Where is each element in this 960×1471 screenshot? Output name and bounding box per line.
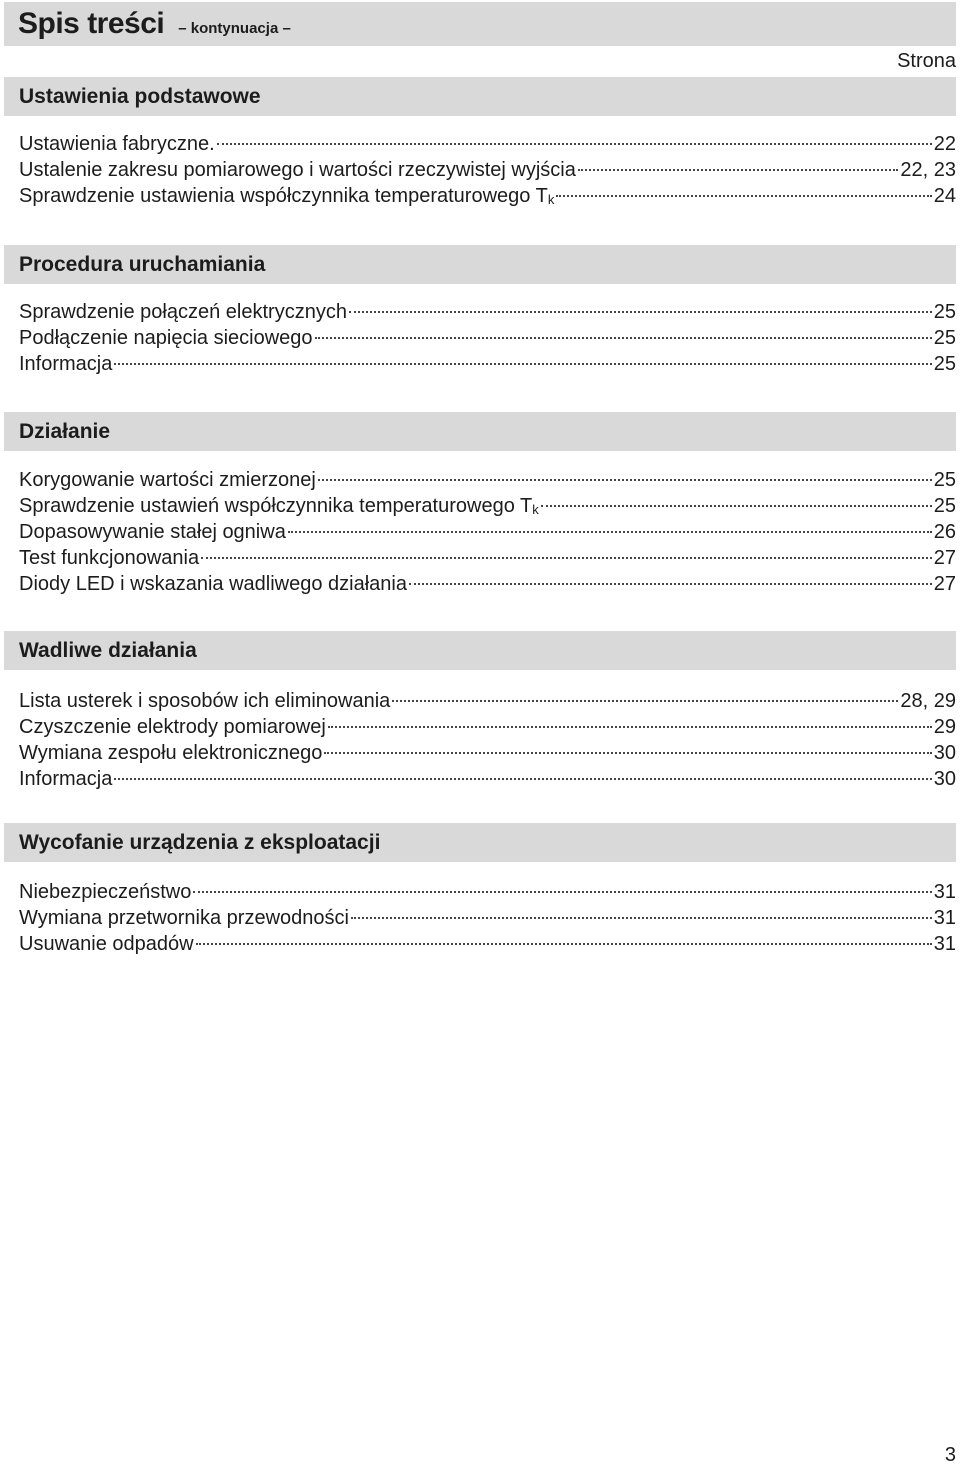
section-entries <box>19 131 956 209</box>
toc-entry-label: Usuwanie odpadów <box>19 933 194 955</box>
toc-entry[interactable] <box>19 905 956 931</box>
toc-entry[interactable] <box>19 740 956 766</box>
dot-leader <box>541 505 932 507</box>
toc-entry[interactable] <box>19 493 956 519</box>
toc-entry-label: Czyszczenie elektrody pomiarowej <box>19 716 326 738</box>
section-heading[interactable]: Działanie <box>4 412 956 451</box>
section-heading[interactable]: Wycofanie urządzenia z eksploatacji <box>4 823 956 862</box>
toc-entry[interactable] <box>19 545 956 571</box>
toc-entry-page: 31 <box>933 881 956 903</box>
toc-entry-page: 29 <box>933 716 956 738</box>
toc-entry[interactable] <box>19 519 956 545</box>
toc-entry-page: 25 <box>933 469 956 491</box>
toc-entry-label: Informacja <box>19 353 113 375</box>
toc-entry[interactable] <box>19 467 956 493</box>
toc-entry[interactable] <box>19 157 956 183</box>
toc-entry-label: Diody LED i wskazania wadliwego działania <box>19 573 407 595</box>
section-heading[interactable]: Wadliwe działania <box>4 631 956 670</box>
toc-entry[interactable] <box>19 571 956 597</box>
toc-entry-page: 25 <box>933 495 956 517</box>
dot-leader <box>201 557 932 559</box>
toc-entry-page: 31 <box>933 907 956 929</box>
toc-entry[interactable] <box>19 131 956 157</box>
toc-entry[interactable] <box>19 714 956 740</box>
toc-entry-page: 27 <box>933 547 956 569</box>
toc-entry[interactable] <box>19 325 956 351</box>
toc-entry-page: 25 <box>933 327 956 349</box>
toc-title-bar <box>4 2 956 46</box>
toc-entry-label: Niebezpieczeństwo <box>19 881 192 903</box>
subscript-k: k <box>547 192 555 207</box>
dot-leader <box>193 891 931 893</box>
dot-leader <box>349 311 932 313</box>
section-heading[interactable]: Procedura uruchamiania <box>4 245 956 284</box>
toc-entry-label: Sprawdzenie ustawienia współczynnika temperaturowego $T_k$ <box>19 185 555 207</box>
page-column-label: Strona <box>897 50 956 72</box>
dot-leader <box>114 778 931 780</box>
page-title: Spis treści <box>18 7 165 40</box>
toc-entry-page: 31 <box>933 933 956 955</box>
dot-leader <box>351 917 932 919</box>
toc-entry[interactable] <box>19 879 956 905</box>
toc-entry-label: Ustalenie zakresu pomiarowego i wartości rzeczywistej wyjścia <box>19 159 576 181</box>
dot-leader <box>315 337 932 339</box>
toc-entry-label: Wymiana zespołu elektronicznego <box>19 742 323 764</box>
dot-leader <box>324 752 931 754</box>
subscript-k: k <box>532 502 539 517</box>
dot-leader <box>409 583 932 585</box>
dot-leader <box>217 143 932 145</box>
toc-entry-page: 30 <box>933 742 956 764</box>
page-subtitle: – kontynuacja – <box>178 19 291 37</box>
dot-leader <box>114 363 931 365</box>
dot-leader <box>196 943 932 945</box>
toc-entry-label: Sprawdzenie ustawień współczynnika temperaturowego $T_k$ <box>19 495 539 517</box>
toc-entry-page: 28, 29 <box>900 690 956 712</box>
toc-entry[interactable] <box>19 766 956 792</box>
toc-entry-label: Lista usterek i sposobów ich eliminowania <box>19 690 391 712</box>
toc-entry-page: 24 <box>933 185 956 207</box>
dot-leader <box>328 726 932 728</box>
toc-entry[interactable] <box>19 299 956 325</box>
toc-entry-page: 26 <box>933 521 956 543</box>
dot-leader <box>318 479 932 481</box>
toc-entry-label: Korygowanie wartości zmierzonej <box>19 469 316 491</box>
toc-entry[interactable] <box>19 183 956 209</box>
section-entries <box>19 299 956 377</box>
section-entries <box>19 467 956 597</box>
toc-entry-label: Dopasowywanie stałej ogniwa <box>19 521 286 543</box>
section-entries <box>19 688 956 792</box>
section-entries <box>19 879 956 957</box>
toc-entry-label: Podłączenie napięcia sieciowego <box>19 327 313 349</box>
section-heading[interactable]: Ustawienia podstawowe <box>4 77 956 116</box>
toc-entry-page: 25 <box>933 353 956 375</box>
toc-entry-label: Sprawdzenie połączeń elektrycznych <box>19 301 347 323</box>
toc-entry-page: 22, 23 <box>900 159 956 181</box>
toc-entry[interactable] <box>19 688 956 714</box>
toc-entry-page: 27 <box>933 573 956 595</box>
page-number: 3 <box>944 1444 956 1466</box>
toc-entry-label: Informacja <box>19 768 113 790</box>
toc-entry-page: 25 <box>933 301 956 323</box>
toc-entry-page: 30 <box>933 768 956 790</box>
toc-entry[interactable] <box>19 351 956 377</box>
dot-leader <box>556 195 931 197</box>
toc-entry-label: Wymiana przetwornika przewodności <box>19 907 349 929</box>
toc-entry-label: Test funkcjonowania <box>19 547 200 569</box>
dot-leader <box>392 700 898 702</box>
toc-entry-page: 22 <box>933 133 956 155</box>
dot-leader <box>288 531 932 533</box>
dot-leader <box>578 169 899 171</box>
toc-entry-label: Ustawienia fabryczne. <box>19 133 215 155</box>
toc-entry[interactable] <box>19 931 956 957</box>
